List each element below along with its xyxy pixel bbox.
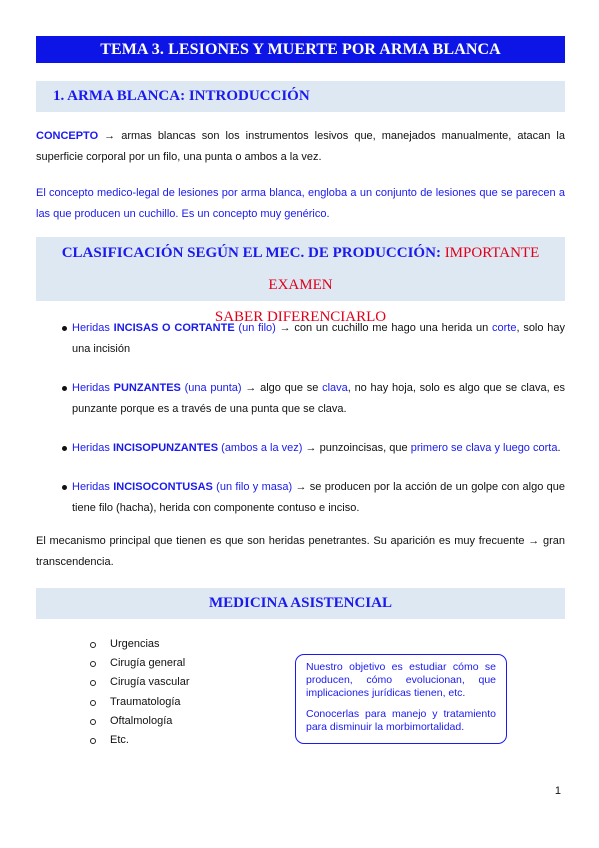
wound-description: → algo que se: [241, 382, 323, 394]
bullet-icon: [62, 446, 67, 451]
list-item: [90, 731, 189, 750]
classification-title: CLASIFICACIÓN SEGÚN EL MEC. DE PRODUCCIÓN: [61, 245, 436, 261]
list-item: [36, 378, 565, 420]
wound-name: INCISOPUNZANTES: [112, 442, 219, 454]
specialty-label: Cirugía general: [110, 657, 186, 670]
wound-prefix: Heridas: [72, 481, 114, 493]
specialty-label: Etc.: [110, 733, 129, 746]
wound-prefix: Heridas: [72, 322, 114, 334]
circle-bullet-icon: [90, 738, 96, 744]
note-paragraph-2: Conocerlas para manejo y tratamiento para disminuir la morbimortalidad.: [306, 708, 496, 733]
section-heading-intro: 1. ARMA BLANCA: INTRODUCCIÓN: [36, 81, 565, 112]
wound-description-end: , solo hay una incisión: [72, 322, 565, 355]
list-item: [36, 318, 565, 360]
wound-highlight: primero se clava y luego corta: [410, 442, 558, 454]
circle-bullet-icon: [90, 700, 96, 706]
wound-qualifier: (ambos a la vez): [218, 442, 303, 454]
important-exam-note: IMPORTANTE EXAMEN: [268, 245, 540, 293]
concept-text: → armas blancas son los instrumentos lesivos que, manejados manualmente, atacan la superficie corporal por un filo, una punta o ambos a la vez.: [36, 130, 565, 163]
wound-description: → se producen por la acción de un golpe con algo que tiene filo (hacha), herida con componente contuso e inciso.: [72, 481, 565, 514]
wound-types-list: [36, 318, 565, 537]
classification-heading-line1: [36, 237, 565, 301]
circle-bullet-icon: [90, 680, 96, 686]
section-heading-medicina-asistencial: MEDICINA ASISTENCIAL: [36, 588, 565, 619]
wound-description-end: .: [557, 442, 561, 454]
important-exam-note-line2: SABER DIFERENCIARLO: [214, 309, 387, 325]
list-item: [90, 673, 189, 692]
classification-colon: :: [435, 245, 441, 261]
mechanism-paragraph: El mecanismo principal que tienen es que son heridas penetrantes. Su aparición es muy frecuente → gran transcendencia.: [36, 535, 565, 568]
bullet-icon: [62, 386, 67, 391]
specialties-list: [90, 635, 189, 750]
wound-qualifier: (una punta): [180, 382, 242, 394]
specialty-label: Oftalmología: [110, 714, 173, 727]
circle-bullet-icon: [90, 719, 96, 725]
list-item: [90, 712, 189, 731]
wound-prefix: Heridas: [72, 442, 113, 454]
concept-label: CONCEPTO: [36, 130, 99, 142]
wound-highlight: clava: [322, 382, 348, 394]
wound-description: → punzoincisas, que: [302, 442, 411, 454]
circle-bullet-icon: [90, 661, 96, 667]
classification-heading: [36, 237, 565, 325]
concept-medico-legal-paragraph: El concepto medico-legal de lesiones por arma blanca, engloba a un conjunto de lesiones que se parecen a las que producen un cuchillo. Es un concepto muy genérico.: [36, 187, 565, 220]
concept-paragraph: [36, 126, 565, 168]
circle-bullet-icon: [90, 642, 96, 648]
specialty-label: Traumatología: [110, 695, 181, 708]
list-item: [90, 654, 189, 673]
wound-name: PUNZANTES: [113, 382, 181, 394]
page-number: 1: [554, 785, 561, 797]
specialty-label: Cirugía vascular: [110, 676, 190, 689]
list-item: [90, 693, 189, 712]
list-item: [36, 438, 565, 459]
objective-note-box: [295, 654, 507, 744]
note-paragraph-1: Nuestro objetivo es estudiar cómo se producen, cómo evolucionan, que implicaciones jurídicas tienen, etc.: [306, 661, 496, 699]
specialty-label: Urgencias: [110, 638, 160, 650]
main-title: TEMA 3. LESIONES Y MUERTE POR ARMA BLANCA: [36, 36, 565, 63]
wound-name: INCISOCONTUSAS: [113, 481, 213, 493]
wound-qualifier: (un filo): [234, 322, 276, 334]
wound-description-end: , no hay hoja, solo es algo que se clava, es punzante porque es a través de una punta que se clava.: [72, 382, 565, 415]
wound-prefix: Heridas: [72, 382, 114, 394]
bullet-icon: [62, 326, 67, 331]
bullet-icon: [62, 485, 67, 490]
list-item: [90, 635, 189, 654]
wound-description: → con un cuchillo me hago una herida un: [275, 322, 493, 334]
wound-highlight: corte: [492, 322, 517, 334]
wound-qualifier: (un filo y masa): [212, 481, 293, 493]
wound-name: INCISAS O CORTANTE: [113, 322, 235, 334]
list-item: [36, 477, 565, 519]
